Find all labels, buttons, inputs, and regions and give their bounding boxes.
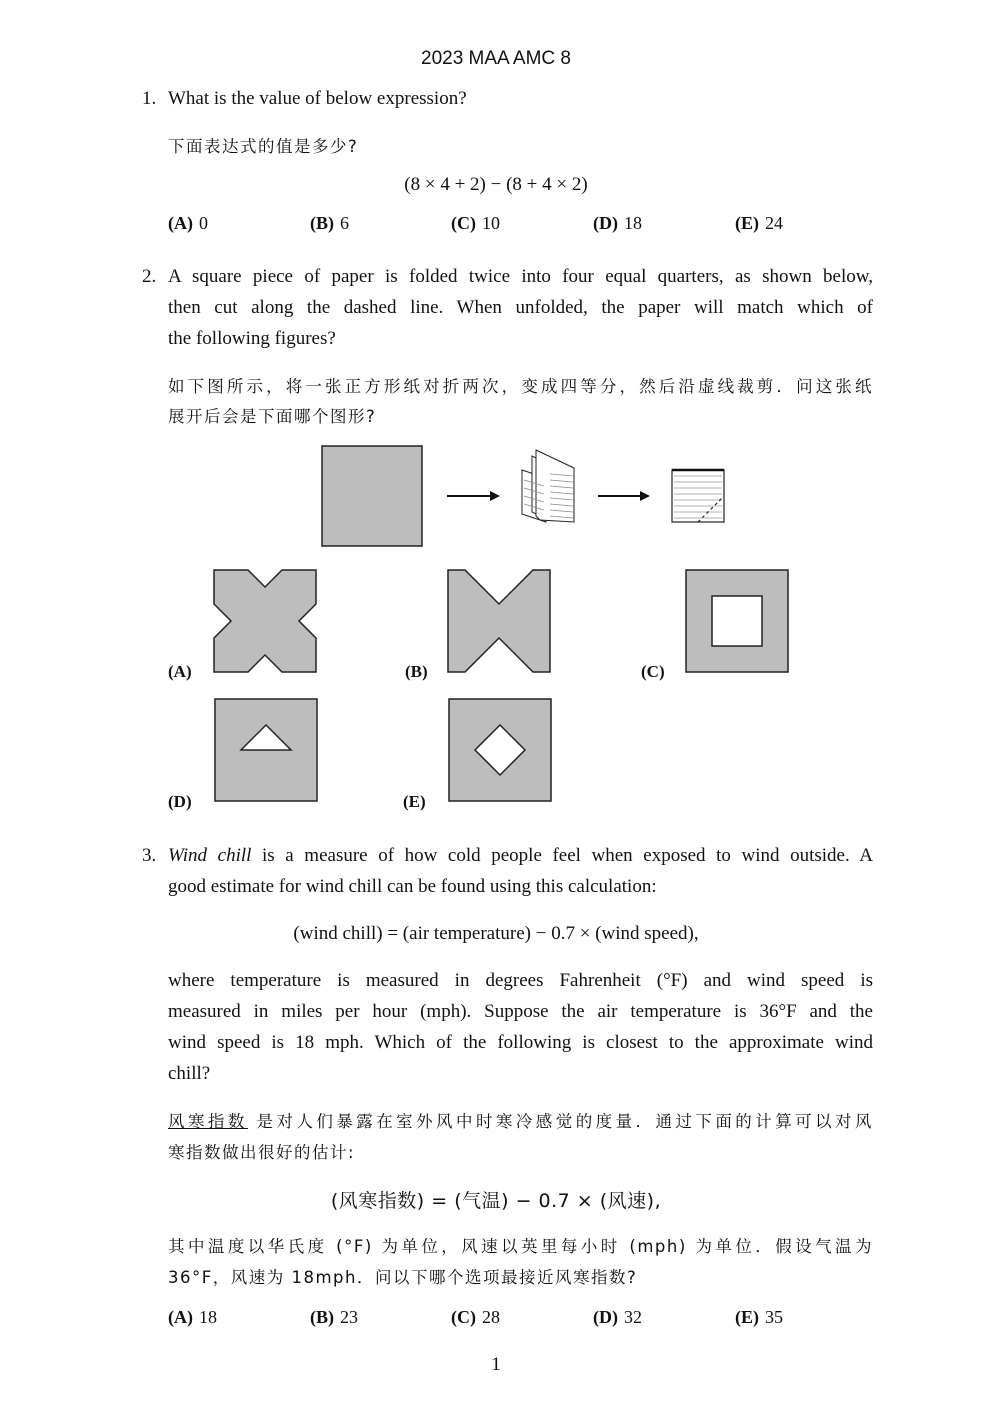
question-3-number: 3.	[142, 845, 157, 866]
question-3-formula-en: (wind chill) = (air temperature) − 0.7 × (wind speed),	[293, 923, 699, 944]
figure-b-label: (B)	[405, 662, 428, 681]
q3-option-d[interactable]	[593, 1307, 642, 1328]
figure-c-label: (C)	[641, 662, 665, 681]
question-3-text-en-2-line-2: measured in miles per hour (mph). Suppose the air temperature is 36°F and the	[168, 1001, 873, 1022]
question-3-text-en-2-line-3: wind speed is 18 mph. Which of the following is closest to the approximate wind	[168, 1032, 873, 1053]
folded-paper-icon	[522, 450, 574, 522]
question-1-text-cn: 下面表达式的值是多少?	[168, 137, 359, 156]
figure-e-diamond-hole[interactable]	[448, 698, 554, 804]
arrow-right-icon	[598, 491, 650, 501]
q1-option-b[interactable]	[310, 213, 349, 234]
question-3-text-cn-2-line-1: 其中温度以华氏度 (°F) 为单位，风速以英里每小时 (mph) 为单位．假设气温为	[168, 1237, 873, 1256]
question-2-text-en-line-1: A square piece of paper is folded twice into four equal quarters, as shown below,	[168, 266, 873, 287]
figure-a-label: (A)	[168, 662, 192, 681]
option-label: (A)	[168, 213, 193, 233]
q1-option-a[interactable]	[168, 213, 208, 234]
option-value: 10	[482, 213, 500, 233]
option-value: 18	[624, 213, 642, 233]
option-label: (C)	[451, 1307, 476, 1327]
q3-option-e[interactable]	[735, 1307, 783, 1328]
question-2-text-cn-line-2: 展开后会是下面哪个图形?	[168, 407, 377, 426]
folding-sequence-figure	[310, 440, 740, 560]
question-2-number: 2.	[142, 266, 157, 287]
figure-d-triangle-hole[interactable]	[214, 698, 320, 804]
question-3-text-en-2-line-1: where temperature is measured in degrees Fahrenheit (°F) and wind speed is	[168, 970, 873, 991]
option-label: (B)	[310, 213, 334, 233]
question-2-text-cn-line-1: 如下图所示，将一张正方形纸对折两次，变成四等分，然后沿虚线裁剪．问这张纸	[168, 377, 873, 396]
arrow-right-icon	[447, 491, 500, 501]
q3-option-b[interactable]	[310, 1307, 358, 1328]
question-3-text-cn-line-1-rest: 是对人们暴露在室外风中时寒冷感觉的度量．通过下面的计算可以对风	[247, 1112, 874, 1131]
q1-option-d[interactable]	[593, 213, 642, 234]
option-value: 24	[765, 213, 783, 233]
question-1-number: 1.	[142, 88, 157, 109]
folded-quarter-icon	[672, 470, 724, 522]
q1-option-c[interactable]	[451, 213, 500, 234]
option-label: (C)	[451, 213, 476, 233]
option-label: (E)	[735, 1307, 759, 1327]
figure-a-x-shape[interactable]	[213, 569, 319, 675]
question-3-text-cn-line-1	[168, 1108, 873, 1132]
option-label: (E)	[735, 213, 759, 233]
wind-chill-term-cn: 风寒指数	[168, 1112, 248, 1131]
option-value: 28	[482, 1307, 500, 1327]
question-3-formula-cn: (风寒指数) = (气温) − 0.7 × (风速),	[330, 1190, 662, 1212]
option-value: 0	[199, 213, 208, 233]
figure-e-label: (E)	[403, 792, 426, 811]
figure-d-label: (D)	[168, 792, 192, 811]
option-label: (D)	[593, 213, 618, 233]
q3-option-a[interactable]	[168, 1307, 217, 1328]
question-2-text-en-line-3: the following figures?	[168, 328, 336, 349]
q3-option-c[interactable]	[451, 1307, 500, 1328]
figure-c-square-hole[interactable]	[685, 569, 791, 675]
page-number: 1	[491, 1354, 501, 1375]
question-3-text-cn-line-2: 寒指数做出很好的估计:	[168, 1143, 356, 1162]
figure-b-bowtie-shape[interactable]	[447, 569, 553, 675]
question-3-text-en-line-1	[168, 845, 873, 867]
question-3-text-en-line-2: good estimate for wind chill can be found using this calculation:	[168, 876, 657, 897]
option-label: (D)	[593, 1307, 618, 1327]
q1-option-e[interactable]	[735, 213, 783, 234]
option-label: (A)	[168, 1307, 193, 1327]
option-value: 23	[340, 1307, 358, 1327]
wind-chill-term: Wind chill	[168, 845, 252, 866]
option-value: 32	[624, 1307, 642, 1327]
question-1-expression: (8 × 4 + 2) − (8 + 4 × 2)	[404, 174, 588, 195]
question-2-text-en-line-2: then cut along the dashed line. When unfolded, the paper will match which of	[168, 297, 873, 318]
question-3-text-en-line-1-rest: is a measure of how cold people feel when exposed to wind outside. A	[251, 845, 873, 866]
question-3-text-cn-2-line-2: 36°F，风速为 18mph．问以下哪个选项最接近风寒指数?	[168, 1268, 638, 1287]
page-header: 2023 MAA AMC 8	[421, 48, 571, 69]
option-label: (B)	[310, 1307, 334, 1327]
paper-square	[322, 446, 422, 546]
option-value: 18	[199, 1307, 217, 1327]
option-value: 6	[340, 213, 349, 233]
question-1-text-en: What is the value of below expression?	[168, 88, 467, 109]
question-3-text-en-2-line-4: chill?	[168, 1063, 211, 1084]
option-value: 35	[765, 1307, 783, 1327]
